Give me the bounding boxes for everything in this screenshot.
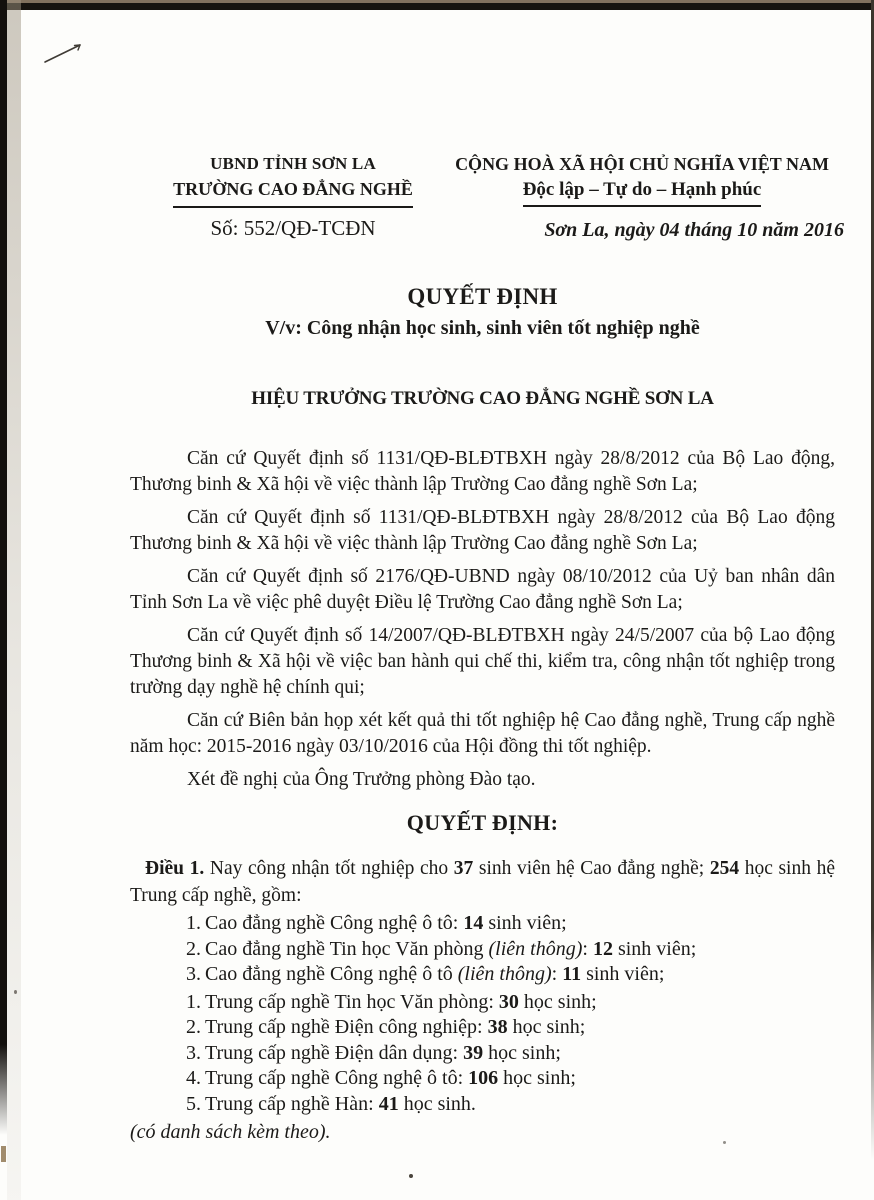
text-run: Trung cấp nghề Hàn: — [205, 1092, 379, 1115]
text-run: Cao đẳng nghề Công nghệ ô tô — [205, 963, 458, 985]
trung-cap-list-item — [130, 990, 835, 1016]
italic-text: (liên thông) — [488, 937, 583, 960]
text-run: Cao đẳng nghề Công nghệ ô tô: — [205, 912, 464, 934]
text-run: học sinh hệ Trung cấp nghề, gồm: — [130, 858, 836, 906]
issuer-line: HIỆU TRƯỞNG TRƯỜNG CAO ĐẲNG NGHỀ SƠN LA — [251, 388, 714, 409]
emphasized-value: 41 — [378, 1092, 399, 1115]
issuing-org-block — [150, 152, 436, 243]
text-run: học sinh; — [507, 1016, 586, 1038]
org-parent: UBND TỈNH SƠN LA — [210, 154, 376, 173]
emphasized-value: 11 — [562, 963, 582, 985]
national-header-block — [438, 152, 846, 243]
preamble-paragraph: Căn cứ Quyết định số 2176/QĐ-UBND ngày 08/10/2012 của Uỷ ban nhân dân Tỉnh Sơn La về việc phê duyệt Điều lệ Trường Cao đẳng nghề Sơn La; — [130, 566, 835, 613]
preamble-section — [130, 446, 835, 793]
text-run: học sinh; — [498, 1067, 576, 1089]
italic-text: (liên thông) — [457, 963, 552, 985]
preamble-paragraph: Căn cứ Quyết định số 1131/QĐ-BLĐTBXH ngày 28/8/2012 của Bộ Lao động Thương binh & Xã hội về việc thành lập Trường Cao đẳng nghề Sơn La; — [130, 507, 835, 554]
list-item-number: 1. — [186, 990, 201, 1013]
list-item-number: 5. — [186, 1092, 201, 1115]
preamble-paragraph: Xét đề nghị của Ông Trưởng phòng Đào tạo. — [187, 769, 536, 790]
list-item-number: 3. — [186, 1041, 201, 1064]
scan-speck — [409, 1174, 413, 1178]
pen-stroke-mark — [36, 36, 96, 76]
national-motto: Độc lập – Tự do – Hạnh phúc — [438, 177, 846, 207]
article-1-paragraph — [130, 855, 835, 909]
emphasized-value: 12 — [592, 937, 613, 960]
trung-cap-list-item — [130, 1092, 835, 1118]
emphasized-value: 38 — [487, 1016, 508, 1038]
preamble-paragraph: Căn cứ Quyết định số 14/2007/QĐ-BLĐTBXH ngày 24/5/2007 của bộ Lao động Thương binh & Xã hội về việc ban hành qui chế thi, kiểm tra, công nhận tốt nghiệp trong trường dạy nghề hệ chính qui; — [130, 625, 835, 698]
emphasized-value: 37 — [453, 858, 474, 879]
preamble-paragraph: Căn cứ Quyết định số 1131/QĐ-BLĐTBXH ngày 28/8/2012 của Bộ Lao động, Thương binh & Xã hội về việc thành lập Trường Cao đẳng nghề Sơn La; — [130, 448, 835, 495]
list-item-number: 2. — [186, 937, 201, 960]
document-title: QUYẾT ĐỊNH — [407, 284, 558, 309]
emphasized-value: 106 — [468, 1067, 499, 1089]
trung-cap-list-item — [130, 1041, 835, 1067]
scan-left-edge — [0, 0, 7, 1135]
trung-cap-list-item — [130, 1015, 835, 1041]
place-and-date: Sơn La, ngày 04 tháng 10 năm 2016 — [544, 219, 844, 241]
text-run: sinh viên; — [483, 912, 567, 934]
text-run: Trung cấp nghề Công nghệ ô tô: — [205, 1067, 469, 1089]
list-item-number: 2. — [186, 1016, 201, 1038]
letterhead — [150, 152, 846, 243]
document-number: Số: 552/QĐ-TCĐN — [210, 216, 376, 240]
list-item-number: 1. — [186, 912, 201, 934]
scan-top-edge-texture — [0, 0, 874, 3]
emphasized-value: 30 — [498, 990, 519, 1013]
text-run: : — [582, 937, 593, 960]
text-run: Trung cấp nghề Điện dân dụng: — [205, 1041, 464, 1064]
scan-speck — [14, 990, 17, 994]
trung-cap-list — [130, 990, 835, 1118]
emphasized-value: Điều 1. — [145, 858, 205, 879]
text-run: sinh viên; — [612, 937, 697, 960]
cao-dang-list-item — [130, 937, 835, 963]
document-body — [130, 283, 835, 1145]
preamble-paragraph: Căn cứ Biên bản họp xét kết quả thi tốt nghiệp hệ Cao đẳng nghề, Trung cấp nghề năm học: 2015-2016 ngày 03/10/2016 của Hội đồng thi tốt nghiệp. — [130, 710, 835, 757]
cao-dang-list-item — [130, 962, 835, 988]
text-run: Trung cấp nghề Điện công nghiệp: — [205, 1016, 488, 1038]
list-item-number: 3. — [186, 963, 201, 985]
attachment-note: (có danh sách kèm theo). — [130, 1121, 331, 1143]
trung-cap-list-item — [130, 1066, 835, 1092]
document-subject: V/v: Công nhận học sinh, sinh viên tốt nghiệp nghề — [265, 317, 700, 339]
list-item-number: 4. — [186, 1067, 201, 1089]
text-run: : — [551, 963, 563, 985]
org-name: TRƯỜNG CAO ĐẲNG NGHỀ — [150, 176, 436, 208]
text-run: học sinh. — [398, 1092, 476, 1115]
decision-heading: QUYẾT ĐỊNH: — [406, 810, 559, 835]
text-run: học sinh; — [483, 1041, 561, 1064]
cao-dang-list — [130, 911, 835, 988]
national-title: CỘNG HOÀ XÃ HỘI CHỦ NGHĨA VIỆT NAM — [455, 154, 829, 174]
text-run: sinh viên hệ Cao đẳng nghề; — [473, 858, 710, 879]
text-run: học sinh; — [518, 990, 597, 1013]
text-run: Nay công nhận tốt nghiệp cho — [204, 858, 454, 879]
text-run: sinh viên; — [581, 963, 665, 985]
emphasized-value: 39 — [463, 1041, 484, 1064]
text-run: Cao đẳng nghề Tin học Văn phòng — [205, 937, 489, 960]
cao-dang-list-item — [130, 911, 835, 937]
scan-edge-fleck — [1, 1146, 6, 1162]
emphasized-value: 14 — [463, 912, 484, 934]
scan-left-shadow-band — [7, 0, 21, 1200]
emphasized-value: 254 — [709, 858, 740, 879]
text-run: Trung cấp nghề Tin học Văn phòng: — [205, 990, 499, 1013]
